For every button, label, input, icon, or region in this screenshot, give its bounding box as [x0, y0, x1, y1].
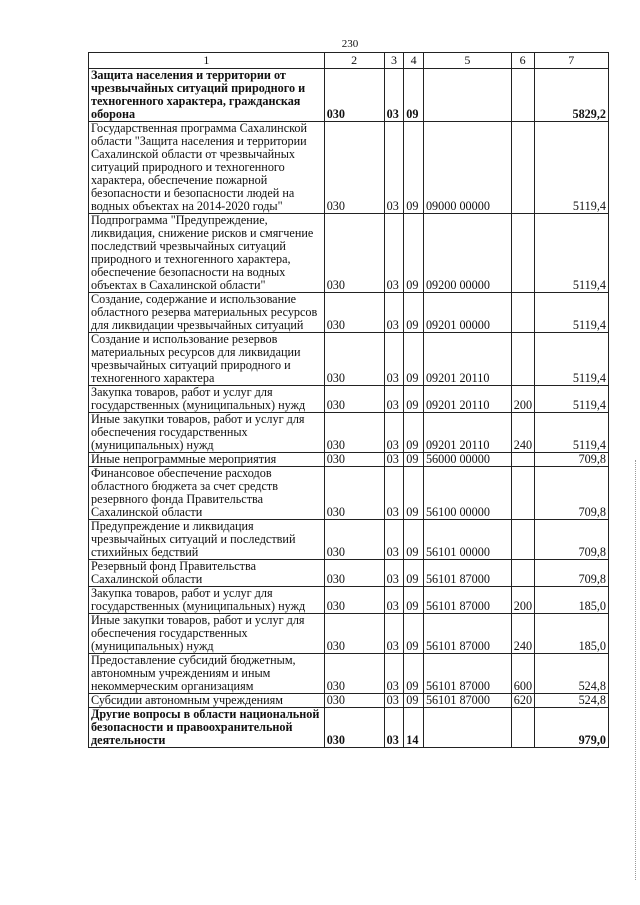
cell-section: 03	[384, 614, 404, 654]
table-row	[89, 614, 609, 654]
cell-target-article: 09201 20110	[423, 333, 511, 386]
cell-subsection: 09	[404, 467, 424, 520]
cell-expense-type	[511, 122, 534, 214]
cell-target-article: 56101 87000	[423, 654, 511, 694]
table-row	[89, 587, 609, 614]
cell-code: 030	[324, 467, 384, 520]
budget-table	[88, 52, 609, 748]
cell-name: Предупреждение и ликвидация чрезвычайных ситуаций и последствий стихийных бедствий	[89, 520, 325, 560]
table-row	[89, 386, 609, 413]
cell-section: 03	[384, 708, 404, 748]
cell-subsection: 09	[404, 293, 424, 333]
cell-section: 03	[384, 69, 404, 122]
cell-subsection: 09	[404, 122, 424, 214]
cell-target-article: 56101 87000	[423, 694, 511, 708]
cell-amount: 524,8	[534, 654, 608, 694]
cell-subsection: 09	[404, 560, 424, 587]
cell-expense-type: 620	[511, 694, 534, 708]
cell-section: 03	[384, 587, 404, 614]
cell-section: 03	[384, 333, 404, 386]
cell-code: 030	[324, 520, 384, 560]
cell-name: Другие вопросы в области национальной безопасности и правоохранительной деятельности	[89, 708, 325, 748]
table-row	[89, 122, 609, 214]
cell-expense-type	[511, 293, 534, 333]
cell-name: Резервный фонд Правительства Сахалинской области	[89, 560, 325, 587]
header-col-2: 2	[324, 53, 384, 69]
cell-name: Создание, содержание и использование областного резерва материальных ресурсов для ликвидации чрезвычайных ситуаций	[89, 293, 325, 333]
cell-section: 03	[384, 560, 404, 587]
cell-code: 030	[324, 694, 384, 708]
cell-subsection: 14	[404, 708, 424, 748]
table-row	[89, 453, 609, 467]
cell-expense-type: 600	[511, 654, 534, 694]
header-col-5: 5	[423, 53, 511, 69]
cell-subsection: 09	[404, 694, 424, 708]
cell-code: 030	[324, 587, 384, 614]
cell-name: Предоставление субсидий бюджетным, автономным учреждениям и иным некоммерческим организациям	[89, 654, 325, 694]
cell-amount: 5829,2	[534, 69, 608, 122]
table-row	[89, 333, 609, 386]
page-number: 230	[341, 38, 359, 50]
cell-target-article	[423, 708, 511, 748]
cell-code: 030	[324, 453, 384, 467]
cell-section: 03	[384, 654, 404, 694]
cell-name: Иные закупки товаров, работ и услуг для обеспечения государственных (муниципальных) нужд	[89, 413, 325, 453]
cell-section: 03	[384, 293, 404, 333]
cell-amount: 5119,4	[534, 413, 608, 453]
cell-subsection: 09	[404, 413, 424, 453]
cell-name: Закупка товаров, работ и услуг для государственных (муниципальных) нужд	[89, 386, 325, 413]
cell-name: Иные непрограммные мероприятия	[89, 453, 325, 467]
cell-expense-type	[511, 333, 534, 386]
cell-subsection: 09	[404, 386, 424, 413]
cell-subsection: 09	[404, 333, 424, 386]
cell-amount: 979,0	[534, 708, 608, 748]
cell-code: 030	[324, 293, 384, 333]
cell-amount: 185,0	[534, 587, 608, 614]
cell-name: Закупка товаров, работ и услуг для государственных (муниципальных) нужд	[89, 587, 325, 614]
cell-expense-type: 240	[511, 413, 534, 453]
cell-code: 030	[324, 122, 384, 214]
cell-target-article: 56000 00000	[423, 453, 511, 467]
cell-name: Подпрограмма "Предупреждение, ликвидация, снижение рисков и смягчение последствий чрезвычайных ситуаций природного и техногенного характера, обеспечение безопасности на водных объектах в Сахалинской области"	[89, 214, 325, 293]
cell-code: 030	[324, 654, 384, 694]
cell-amount: 709,8	[534, 520, 608, 560]
cell-target-article: 09200 00000	[423, 214, 511, 293]
margin-mark	[634, 460, 636, 880]
cell-target-article: 09201 20110	[423, 413, 511, 453]
cell-expense-type: 240	[511, 614, 534, 654]
cell-subsection: 09	[404, 654, 424, 694]
cell-expense-type	[511, 214, 534, 293]
header-row	[89, 53, 609, 69]
cell-expense-type: 200	[511, 587, 534, 614]
cell-name: Финансовое обеспечение расходов областного бюджета за счет средств резервного фонда Правительства Сахалинской области	[89, 467, 325, 520]
cell-name: Субсидии автономным учреждениям	[89, 694, 325, 708]
cell-section: 03	[384, 520, 404, 560]
cell-target-article: 56101 00000	[423, 520, 511, 560]
cell-amount: 5119,4	[534, 293, 608, 333]
cell-target-article: 09201 20110	[423, 386, 511, 413]
cell-expense-type	[511, 560, 534, 587]
table-row	[89, 708, 609, 748]
cell-amount: 5119,4	[534, 333, 608, 386]
cell-expense-type	[511, 467, 534, 520]
table-row	[89, 69, 609, 122]
cell-amount: 185,0	[534, 614, 608, 654]
cell-section: 03	[384, 467, 404, 520]
header-col-4: 4	[404, 53, 424, 69]
cell-amount: 5119,4	[534, 386, 608, 413]
cell-subsection: 09	[404, 214, 424, 293]
cell-amount: 709,8	[534, 453, 608, 467]
cell-code: 030	[324, 333, 384, 386]
table-row	[89, 560, 609, 587]
header-col-3: 3	[384, 53, 404, 69]
cell-target-article: 56101 87000	[423, 614, 511, 654]
cell-expense-type	[511, 708, 534, 748]
cell-amount: 5119,4	[534, 122, 608, 214]
cell-section: 03	[384, 453, 404, 467]
cell-subsection: 09	[404, 614, 424, 654]
cell-subsection: 09	[404, 453, 424, 467]
cell-target-article: 56100 00000	[423, 467, 511, 520]
cell-section: 03	[384, 214, 404, 293]
cell-name: Защита населения и территории от чрезвычайных ситуаций природного и техногенного характера, гражданская оборона	[89, 69, 325, 122]
cell-expense-type	[511, 520, 534, 560]
cell-code: 030	[324, 214, 384, 293]
cell-amount: 524,8	[534, 694, 608, 708]
cell-target-article	[423, 69, 511, 122]
cell-target-article: 09201 00000	[423, 293, 511, 333]
table-row	[89, 520, 609, 560]
table-row	[89, 293, 609, 333]
cell-section: 03	[384, 413, 404, 453]
table-row	[89, 654, 609, 694]
cell-amount: 709,8	[534, 467, 608, 520]
cell-expense-type	[511, 453, 534, 467]
table-row	[89, 467, 609, 520]
cell-code: 030	[324, 413, 384, 453]
cell-code: 030	[324, 560, 384, 587]
cell-amount: 5119,4	[534, 214, 608, 293]
header-col-1: 1	[89, 53, 325, 69]
cell-name: Иные закупки товаров, работ и услуг для обеспечения государственных (муниципальных) нужд	[89, 614, 325, 654]
cell-section: 03	[384, 386, 404, 413]
cell-subsection: 09	[404, 587, 424, 614]
cell-subsection: 09	[404, 69, 424, 122]
cell-code: 030	[324, 386, 384, 413]
cell-code: 030	[324, 708, 384, 748]
cell-name: Создание и использование резервов материальных ресурсов для ликвидации чрезвычайных ситуаций природного и техногенного характера	[89, 333, 325, 386]
cell-target-article: 56101 87000	[423, 560, 511, 587]
cell-subsection: 09	[404, 520, 424, 560]
header-col-6: 6	[511, 53, 534, 69]
table-row	[89, 214, 609, 293]
table-row	[89, 694, 609, 708]
cell-amount: 709,8	[534, 560, 608, 587]
cell-expense-type	[511, 69, 534, 122]
cell-section: 03	[384, 694, 404, 708]
cell-code: 030	[324, 69, 384, 122]
cell-section: 03	[384, 122, 404, 214]
cell-code: 030	[324, 614, 384, 654]
header-col-7: 7	[534, 53, 608, 69]
cell-name: Государственная программа Сахалинской области "Защита населения и территории Сахалинской области от чрезвычайных ситуаций природного и техногенного характера, обеспечение пожарной безопасности и безопасности людей на водных объектах на 2014-2020 годы"	[89, 122, 325, 214]
cell-target-article: 56101 87000	[423, 587, 511, 614]
cell-expense-type: 200	[511, 386, 534, 413]
table-row	[89, 413, 609, 453]
cell-target-article: 09000 00000	[423, 122, 511, 214]
